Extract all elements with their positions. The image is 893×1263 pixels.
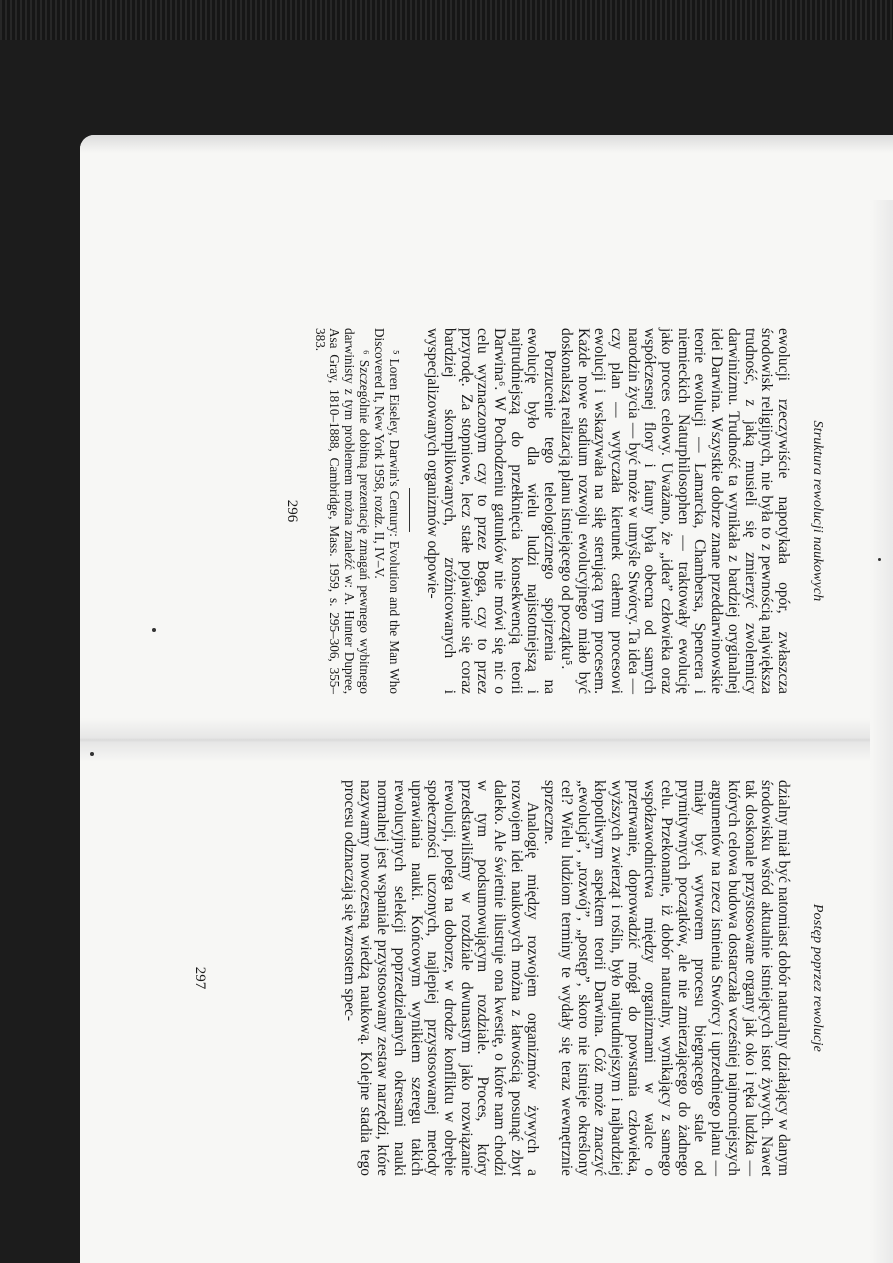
paragraph: dzialny miał być natomiast dobór naturalny działający w danym środowisku wśród aktualnie istniejących istot żywych. Nawet tak doskonale przystosowane organy jak oko i ręka ludzka — których celowa budowa dostarczała wcześniej najmocniejszych argumentów na rzecz istnienia Stwórcy i uprzedniego planu — miały być wytworem procesu biegnącego stale od prymitywnych początków, ale nie zmierzającego do żadnego celu. Przekonanie, iż dobór naturalny, wynikający z samego współzawodnictwa między organizmami w walce o przetrwanie, doprowadzić mógł do powstania człowieka, wyższych zwierząt i roślin, było najtrudniejszym i najbardziej kłopotliwym aspektem teorii Darwina. Cóż może znaczyć „ewolucja”, „rozwój”, „postęp”, skoro nie istnieje określony cel? Wielu ludziom terminy te wydały się teraz wewnętrznie sprzeczne. — [541, 780, 792, 1176]
running-header: Struktura rewolucji naukowych — [810, 420, 825, 602]
book-gutter — [80, 718, 893, 762]
page-body — [424, 328, 791, 694]
scan-speck — [878, 558, 881, 561]
footnote-rule — [409, 488, 410, 532]
footnote: ⁶ Szczególnie dobitną prezentację zmagań pewnego wybitnego darwinisty z tym problemem można znaleźć w: A. Hunter Dupree, Asa Gray, 1810–1888, Cambridge, Mass. 1959, s. 295–306, 355–383. — [312, 328, 372, 694]
page-body — [340, 780, 791, 1176]
scan-speck — [152, 628, 156, 632]
page-number: 296 — [283, 499, 300, 523]
scanner-noise — [0, 0, 893, 40]
running-header: Postęp poprzez rewolucje — [810, 903, 825, 1053]
left-page — [283, 328, 825, 694]
page-number: 297 — [192, 966, 209, 990]
page-edge — [80, 135, 893, 153]
right-page — [191, 780, 825, 1176]
footnote: ⁵ Loren Eiseley, Darwin's Century: Evolution and the Man Who Discovered It, New York 1958, rozdz. II, IV–V. — [371, 328, 402, 694]
scan-speck — [90, 752, 94, 756]
page-curl — [870, 200, 893, 1263]
paragraph: ewolucji rzeczywiście napotykała opór, zwłaszcza środowisk religijnych, nie była to z pewnością największa trudność, z jaką musieli się zmierzyć zwolennicy darwinizmu. Trudność ta wynikała z bardziej oryginalnej idei Darwina. Wszystkie dobrze znane przeddarwinowskie teorie ewolucji — Lamarcka, Chambersa, Spencera i niemieckich Naturphilosophen — traktowały ewolucję jako proces celowy. Uważano, że „idea” człowieka oraz współczesnej flory i fauny była obecna od samych narodzin życia — być może w umyśle Stwórcy. Ta idea — czy plan — wytyczała kierunek całemu procesowi ewolucji i wskazywała na siłę sterującą tym procesem. Każde nowe stadium rozwoju ewolucyjnego miało być doskonalszą realizacją planu istniejącego od początku⁵. — [557, 328, 792, 694]
paragraph: Porzucenie tego teleologicznego spojrzenia na ewolucję było dla wielu ludzi najistotniejszą i najtrudniejszą do przełknięcia konsekwencją teorii Darwina⁶. W Pochodzeniu gatunków nie mówi się nic o celu wyznaczonym czy to przez Boga, czy to przez przyrodę. Za stopniowe, lecz stałe pojawianie się coraz bardziej skomplikowanych, zróżnicowanych i wyspecjalizowanych organizmów odpowie- — [424, 328, 559, 694]
paragraph: Analogię między rozwojem organizmów żywych a rozwojem idei naukowych można z łatwością posunąć zbyt daleko. Ale świetnie ilustruje ona kwestię, o które nam chodzi w tym podsumowującym rozdziale. Proces, który przedstawiliśmy w rozdziale dwunastym jako rozwiązanie rewolucji, polega na doborze, w drodze konfliktu w obrębie społeczności uczonych, najlepiej przystosowanej metody uprawiania nauki. Końcowym wynikiem szeregu takich rewolucyjnych selekcji poprzedzielanych okresami nauki normalnej jest wspaniale przystosowany zestaw narzędzi, które nazywamy nowoczesną wiedzą naukową. Kolejne stadia tego procesu odznaczają się wzrostem spec- — [340, 780, 542, 1176]
